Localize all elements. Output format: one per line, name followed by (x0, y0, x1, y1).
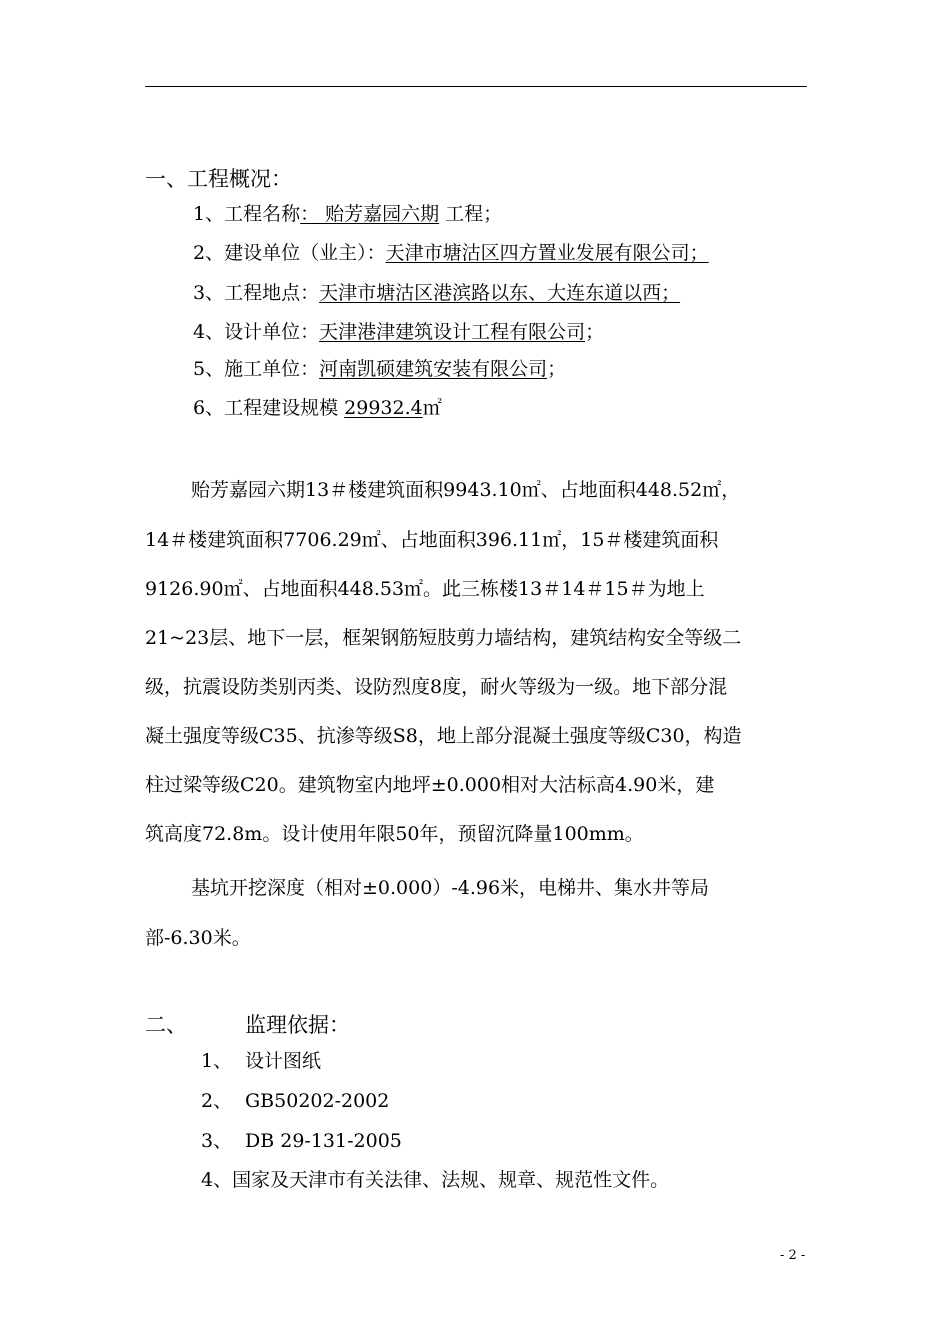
designer-item (193, 320, 604, 344)
owner-label: 2、建设单位（业主）： (193, 242, 386, 264)
owner-value: 天津市塘沽区四方置业发展有限公司； (385, 242, 709, 264)
designer-suffix: ； (585, 321, 605, 343)
location-item (193, 281, 680, 305)
project-name-value: ： 贻芳嘉园六期 (300, 203, 440, 225)
project-name-suffix: 工程； (439, 203, 503, 225)
designer-value: 天津港津建筑设计工程有限公司 (319, 321, 586, 343)
section2-heading-number: 二、 (145, 1013, 187, 1037)
section1-heading: 一、工程概况： (145, 167, 292, 191)
header-rule (145, 86, 807, 87)
contractor-item (193, 357, 566, 381)
paragraph-line: 凝土强度等级C35、抗渗等级S8，地上部分混凝土强度等级C30，构造 (145, 725, 742, 747)
scale-item (193, 396, 442, 420)
basis-item (201, 1129, 402, 1153)
designer-label: 4、设计单位： (193, 321, 320, 343)
paragraph-line: 级，抗震设防类别丙类、设防烈度8度，耐火等级为一级。地下部分混 (145, 676, 728, 698)
basis-item (201, 1049, 321, 1073)
paragraph-line: 部-6.30米。 (145, 927, 251, 949)
paragraph-line: 柱过梁等级C20。建筑物室内地坪±0.000相对大沽标高4.90米，建 (145, 774, 715, 796)
page-number: - 2 - (780, 1248, 806, 1263)
section2-heading (145, 1012, 350, 1038)
contractor-label: 5、施工单位： (193, 358, 320, 380)
project-name-label: 1、工程名称 (193, 203, 301, 225)
contractor-value: 河南凯硕建筑安装有限公司 (319, 358, 548, 380)
basis-item-number: 2、 (201, 1090, 233, 1112)
scale-unit: ㎡ (422, 397, 442, 419)
scale-value: 29932.4 (344, 397, 423, 419)
basis-item-text: DB 29-131-2005 (245, 1130, 402, 1152)
paragraph-line: 基坑开挖深度（相对±0.000）-4.96米，电梯井、集水井等局 (191, 877, 710, 899)
basis-item-text: GB50202-2002 (245, 1090, 390, 1112)
basis-item (201, 1089, 389, 1113)
project-name-item (193, 202, 502, 226)
contractor-suffix: ； (547, 358, 567, 380)
basis-item-number: 1、 (201, 1050, 233, 1072)
location-label: 3、工程地点： (193, 282, 320, 304)
location-value: 天津市塘沽区港滨路以东、大连东道以西； (319, 282, 681, 304)
paragraph-line: 贻芳嘉园六期13＃楼建筑面积9943.10㎡、占地面积448.52㎡， (191, 479, 741, 501)
paragraph-line: 9126.90㎡、占地面积448.53㎡。此三栋楼13＃14＃15＃为地上 (145, 578, 705, 600)
basis-item-laws: 4、国家及天津市有关法律、法规、规章、规范性文件。 (201, 1169, 670, 1191)
basis-item-number: 3、 (201, 1130, 233, 1152)
basis-item-text: 设计图纸 (245, 1050, 322, 1072)
owner-item (193, 241, 709, 265)
scale-label: 6、工程建设规模 (193, 397, 345, 419)
section2-heading-text: 监理依据： (245, 1013, 350, 1037)
paragraph-line: 筑高度72.8m。设计使用年限50年，预留沉降量100mm。 (145, 823, 644, 845)
paragraph-line: 14＃楼建筑面积7706.29㎡、占地面积396.11㎡，15＃楼建筑面积 (145, 529, 719, 551)
paragraph-line: 21~23层、地下一层，框架钢筋短肢剪力墙结构，建筑结构安全等级二 (145, 627, 742, 649)
